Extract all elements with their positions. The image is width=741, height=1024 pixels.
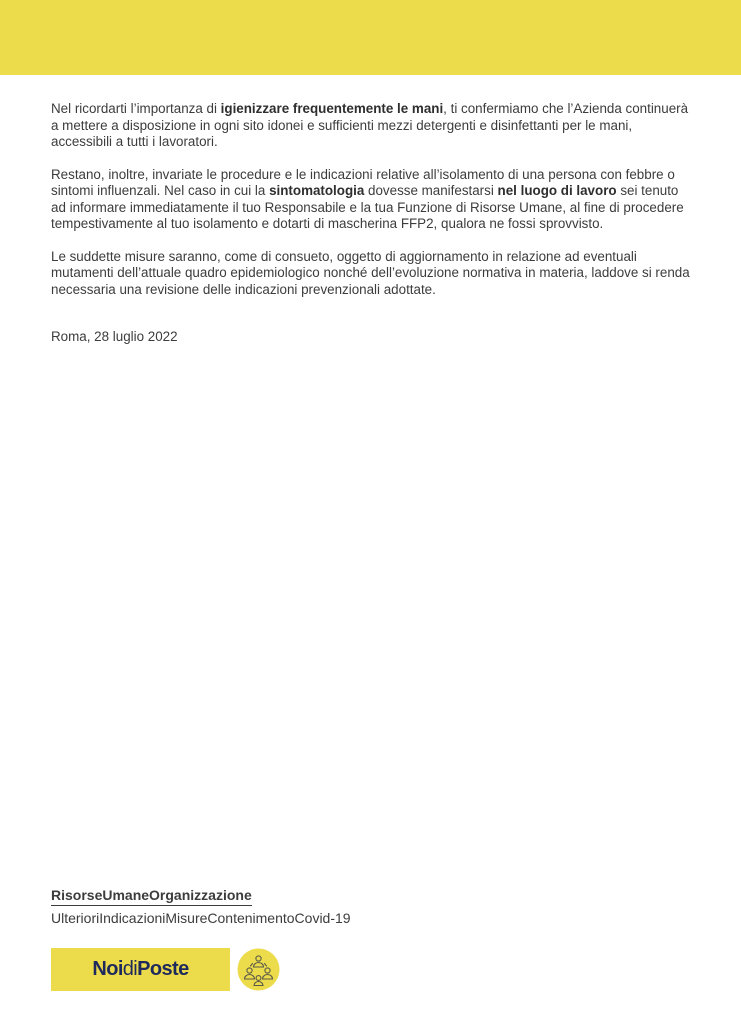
document-date: Roma, 28 luglio 2022 <box>51 329 178 344</box>
people-network-icon <box>237 948 280 991</box>
paragraph-hand-hygiene: Nel ricordarti l’importanza di igienizzare frequentemente le mani, ti confermiamo che l’Azienda continuerà a mettere a disposizione in ogni sito idonei e sufficienti mezzi detergenti e disinfettanti per le mani, accessibili a tutti i lavoratori. <box>51 101 689 149</box>
footer-title: RisorseUmaneOrganizzazione <box>51 887 252 906</box>
paragraph-isolation: Restano, inoltre, invariate le procedure e le indicazioni relative all’isolamento di una persona con febbre o sintomi influenzali. Nel caso in cui la sintomatologia dovesse manifestarsi nel luogo di lavoro sei tenuto ad informare immediatamente il tuo Responsabile e la tua Funzione di Risorse Umane, al fine di procedere tempestivamente al tuo isolamento e dotarti di mascherina FFP2, qualora ne fossi sprovvisto. <box>51 166 684 231</box>
header-band <box>0 0 741 75</box>
emphasis-workplace: nel luogo di lavoro <box>497 183 617 198</box>
footer-subtitle: UlterioriIndicazioniMisureContenimentoCovid-19 <box>51 910 351 926</box>
emphasis-symptoms: sintomatologia <box>269 183 365 198</box>
brand-logo-box <box>51 948 230 991</box>
brand-wordmark: NoidiPoste <box>92 958 189 980</box>
document-body <box>51 101 696 314</box>
paragraph-updates: Le suddette misure saranno, come di consueto, oggetto di aggiornamento in relazione ad eventuali mutamenti dell’attuale quadro epidemiologico nonché dell’evoluzione normativa in materia, laddove si renda necessaria una revisione delle indicazioni prevenzionali adottate. <box>51 248 690 297</box>
emphasis-hand-hygiene: igienizzare frequentemente le mani <box>220 101 444 116</box>
